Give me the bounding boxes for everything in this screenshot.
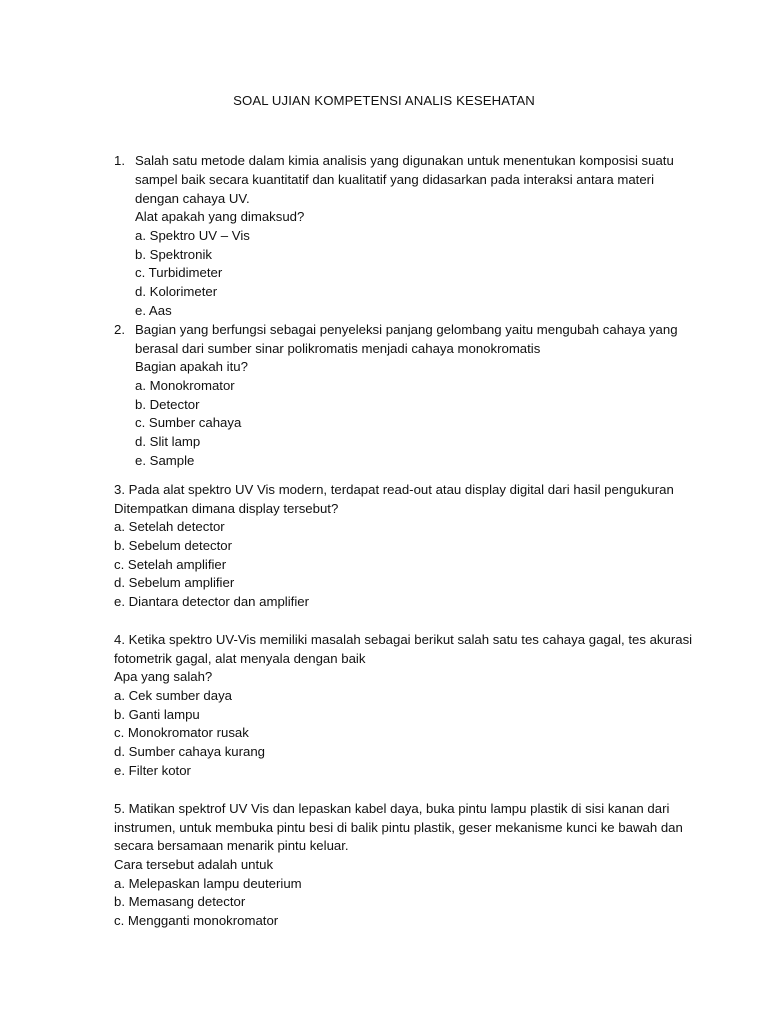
question-1-option-a: a. Spektro UV – Vis [135,228,250,243]
question-3-option-e: e. Diantara detector dan amplifier [114,594,309,609]
question-4-option-d: d. Sumber cahaya kurang [114,744,266,759]
question-1-line: Salah satu metode dalam kimia analisis yang digunakan untuk menentukan komposisi suatu [135,153,674,168]
question-2-option-e: e. Sample [135,453,195,468]
question-1-number: 1. [114,153,125,168]
question-3-option-b: b. Sebelum detector [114,538,233,553]
question-2-option-a: a. Monokromator [135,378,235,393]
question-2-number: 2. [114,322,125,337]
question-5-line: secara bersamaan menarik pintu keluar. [114,838,349,853]
question-5-line: instrumen, untuk membuka pintu besi di balik pintu plastik, geser mekanisme kunci ke bawah dan [114,820,683,835]
question-2-option-c: c. Sumber cahaya [135,415,242,430]
question-4-line: 4. Ketika spektro UV-Vis memiliki masalah sebagai berikut salah satu tes cahaya gagal, tes akurasi [114,632,693,647]
question-4-line: fotometrik gagal, alat menyala dengan baik [114,651,366,666]
question-1-option-d: d. Kolorimeter [135,284,218,299]
question-2-prompt: Bagian apakah itu? [135,359,248,374]
question-1-option-b: b. Spektronik [135,247,212,262]
question-4-option-c: c. Monokromator rusak [114,725,249,740]
question-5-option-c: c. Mengganti monokromator [114,913,279,928]
question-3-line: 3. Pada alat spektro UV Vis modern, terdapat read-out atau display digital dari hasil pengukuran [114,482,674,497]
question-5-line: 5. Matikan spektrof UV Vis dan lepaskan kabel daya, buka pintu lampu plastik di sisi kanan dari [114,801,670,816]
question-1-option-e: e. Aas [135,303,172,318]
question-3-option-d: d. Sebelum amplifier [114,575,235,590]
question-5-option-b: b. Memasang detector [114,894,246,909]
question-1-line: sampel baik secara kuantitatif dan kualitatif yang didasarkan pada interaksi antara materi [135,172,655,187]
question-5-option-a: a. Melepaskan lampu deuterium [114,876,302,891]
question-3-option-a: a. Setelah detector [114,519,225,534]
question-4-prompt: Apa yang salah? [114,669,213,684]
question-1-option-c: c. Turbidimeter [135,265,223,280]
question-3-prompt: Ditempatkan dimana display tersebut? [114,501,339,516]
question-3-option-c: c. Setelah amplifier [114,557,227,572]
question-4-option-e: e. Filter kotor [114,763,191,778]
question-5-prompt: Cara tersebut adalah untuk [114,857,274,872]
question-2-line: Bagian yang berfungsi sebagai penyeleksi panjang gelombang yaitu mengubah cahaya yang [135,322,678,337]
question-2-option-b: b. Detector [135,397,200,412]
question-1-prompt: Alat apakah yang dimaksud? [135,209,305,224]
question-4-option-b: b. Ganti lampu [114,707,200,722]
page-title: SOAL UJIAN KOMPETENSI ANALIS KESEHATAN [233,93,535,108]
question-4-option-a: a. Cek sumber daya [114,688,233,703]
question-2-line: berasal dari sumber sinar polikromatis menjadi cahaya monokromatis [135,341,541,356]
question-1-line: dengan cahaya UV. [135,191,250,206]
question-2-option-d: d. Slit lamp [135,434,201,449]
